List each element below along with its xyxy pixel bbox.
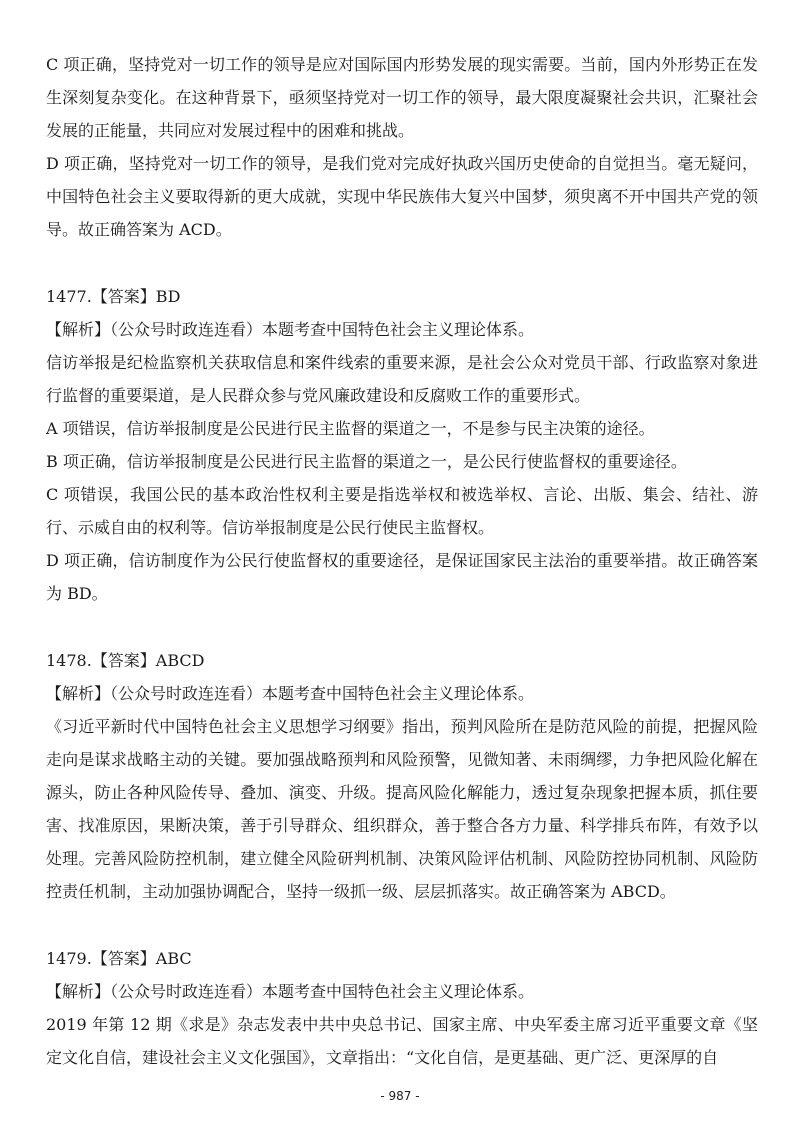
- analysis-line: 【解析】（公众号时政连连看）本题考查中国特色社会主义理论体系。: [46, 982, 535, 1001]
- spacer: [46, 908, 758, 942]
- analysis-line: 【解析】（公众号时政连连看）本题考查中国特色社会主义理论体系。: [46, 320, 535, 339]
- question-answer-heading: 1478.【答案】ABCD: [46, 651, 205, 670]
- document-body: [46, 48, 758, 1074]
- analysis-paragraph: 《习近平新时代中国特色社会主义思想学习纲要》指出，预判风险所在是防范风险的前提，把握风险走向是谋求战略主动的关键。要加强战略预判和风险预警，见微知著、未雨绸缪，力争把风险化解在源头，防止各种风险传导、叠加、演变、升级。提高风险化解能力，透过复杂现象把握本质，抓住要害、找准原因，果断决策，善于引导群众、组织群众，善于整合各方力量、科学排兵布阵，有效予以处理。完善风险防控机制，建立健全风险研判机制、决策风险评估机制、风险防控协同机制、风险防控责任机制，主动加强协调配合，坚持一级抓一级、层层抓落实。故正确答案为 ABCD。: [46, 717, 758, 901]
- question-1478: [46, 644, 758, 908]
- analysis-paragraph: 信访举报是纪检监察机关获取信息和案件线索的重要来源，是社会公众对党员干部、行政监察对象进行监督的重要渠道，是人民群众参与党风廉政建设和反腐败工作的重要形式。: [46, 353, 758, 405]
- question-answer-heading: 1479.【答案】ABC: [46, 949, 192, 968]
- question-1479: [46, 942, 758, 1074]
- option-d-explanation: D 项正确，坚持党对一切工作的领导，是我们党对完成好执政兴国历史使命的自觉担当。毫无疑问，中国特色社会主义要取得新的更大成就，实现中华民族伟大复兴中国梦，须臾离不开中国共产党的领导。故正确答案为 ACD。: [46, 154, 758, 239]
- question-1477: [46, 280, 758, 610]
- option-d-explanation: D 项正确，信访制度作为公民行使监督权的重要途径，是保证国家民主法治的重要举措。故正确答案为 BD。: [46, 551, 758, 603]
- option-a-explanation: A 项错误，信访举报制度是公民进行民主监督的渠道之一，不是参与民主决策的途径。: [46, 419, 655, 438]
- option-b-explanation: B 项正确，信访举报制度是公民进行民主监督的渠道之一，是公民行使监督权的重要途径。: [46, 452, 687, 471]
- spacer: [46, 610, 758, 644]
- analysis-line: 【解析】（公众号时政连连看）本题考查中国特色社会主义理论体系。: [46, 684, 535, 703]
- page-number: - 987 -: [380, 1089, 420, 1103]
- option-c-explanation: C 项正确，坚持党对一切工作的领导是应对国际国内形势发展的现实需要。当前，国内外形势正在发生深刻复杂变化。在这种背景下，亟须坚持党对一切工作的领导，最大限度凝聚社会共识，汇聚社会发展的正能量，共同应对发展过程中的困难和挑战。: [46, 55, 758, 140]
- analysis-paragraph: 2019 年第 12 期《求是》杂志发表中共中央总书记、国家主席、中央军委主席习近平重要文章《坚定文化自信，建设社会主义文化强国》，文章指出：“文化自信，是更基础、更广泛、更深厚的自: [46, 1015, 758, 1067]
- option-c-explanation: C 项错误，我国公民的基本政治性权利主要是指选举权和被选举权、言论、出版、集会、结社、游行、示威自由的权利等。信访举报制度是公民行使民主监督权。: [46, 485, 758, 537]
- spacer: [46, 246, 758, 280]
- question-answer-heading: 1477.【答案】BD: [46, 287, 181, 306]
